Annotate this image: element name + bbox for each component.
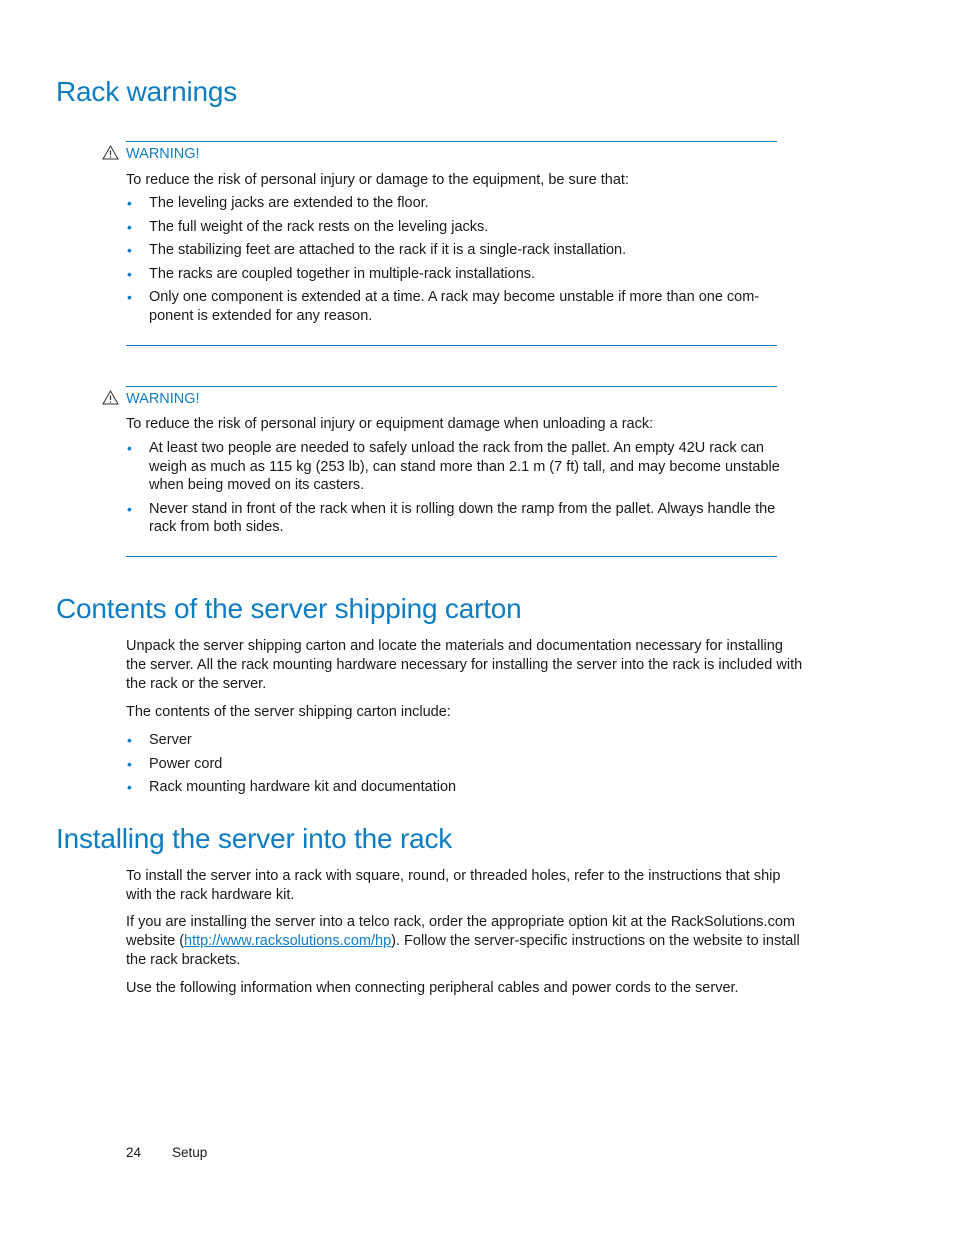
warning-label: WARNING! [126,391,200,407]
warning-triangle-icon [102,145,119,160]
warning-intro: To reduce the risk of personal injury or damage to the equipment, be sure that: [126,172,629,188]
list-item: • The leveling jacks are extended to the floor. [127,195,429,211]
warning-bottom-rule [126,556,777,557]
warning-bottom-rule [126,345,777,346]
list-item: • The stabilizing feet are attached to the rack if it is a single-rack installation. [127,242,627,258]
list-item: • Rack mounting hardware kit and documentation [127,779,457,795]
paragraph: The contents of the server shipping carton include: [126,704,451,720]
heading-shipping-carton: Contents of the server shipping carton [56,593,522,624]
page-footer [126,1145,207,1160]
warning-box-2 [126,386,780,558]
bullet-icon: • [127,500,132,517]
list-item: • The racks are coupled together in multiple-rack installations. [127,265,536,282]
warning-triangle-icon [102,390,119,405]
list-item: • Never stand in front of the rack when it is rolling down the ramp from the pallet. Always handle the rack from both sides. [127,500,776,535]
warning-box-1 [126,141,777,346]
warning-list [126,194,786,330]
warning-intro: To reduce the risk of personal injury or equipment damage when unloading a rack: [126,416,654,432]
list-item: • Server [127,732,192,748]
bullet-icon: • [127,195,132,211]
bullet-icon: • [127,218,132,235]
heading-rack-warnings: Rack warnings [56,76,238,107]
bullet-icon: • [127,440,132,456]
list-item: • At least two people are needed to safely unload the rack from the pallet. An empty 42U rack can weigh as much as 115 kg (253 lb), can stand more than 2.1 m (7 ft) tall, and may become unstable when being moved on its casters. [127,440,780,493]
bullet-icon: • [127,289,132,305]
list-item: • The full weight of the rack rests on the leveling jacks. [127,218,489,235]
list-item: • Power cord [127,755,223,772]
bullet-icon: • [127,732,132,748]
carton-contents-list [126,731,786,802]
warning-label: WARNING! [126,146,200,162]
bullet-icon: • [127,242,132,258]
bullet-icon: • [127,779,132,795]
footer-section: Setup [172,1145,208,1160]
page-number: 24 [126,1145,142,1160]
paragraph: Use the following information when connecting peripheral cables and power cords to the server. [126,980,739,996]
list-item: • Only one component is extended at a time. A rack may become unstable if more than one com-ponent is extended for any reason. [127,289,760,324]
bullet-icon: • [127,755,132,772]
bullet-icon: • [127,265,132,282]
racksolutions-link[interactable]: http://www.racksolutions.com/hp [184,933,392,949]
heading-installing: Installing the server into the rack [56,823,453,854]
paragraph: To install the server into a rack with square, round, or threaded holes, refer to the instructions that ship with the rack hardware kit. [126,868,781,903]
paragraph: If you are installing the server into a telco rack, order the appropriate option kit at the RackSolutions.com website (http://www.racksolutions.com/hp). Follow the server-specific instructions on the website to install the rack brackets. [126,914,800,968]
paragraph: Unpack the server shipping carton and locate the materials and documentation necessary for installing the server. All the rack mounting hardware necessary for installing the server into the rack is included with the rack or the server. [126,638,803,692]
warning-list [126,439,781,542]
